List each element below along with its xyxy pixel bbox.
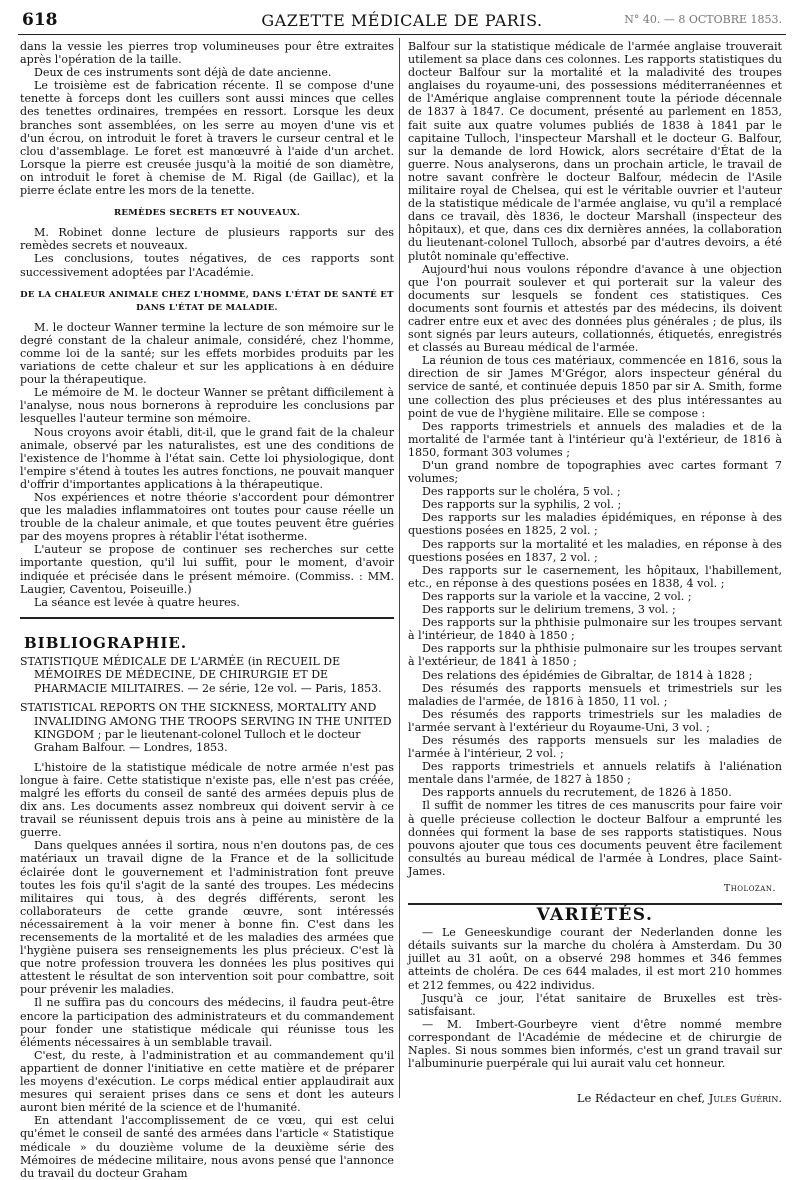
editor-label: Le Rédacteur en chef,	[576, 1091, 706, 1106]
issue-note: N° 40. — 8 OCTOBRE 1853.	[624, 13, 782, 26]
list-item: Des résumés des rapports trimestriels sur les maladies de l'armée servant à l'extérieur du Royaume-Uni, 3 vol. ;	[408, 707, 782, 734]
paragraph: Aujourd'hui nous voulons répondre d'avance à une objection que l'on pourrait soulever et qui porterait sur la valeur des documents sur lesquels se fondent ces statistiques. Ces documents sont fournis et attestés par des médecins, ils doivent cadrer entre eux et avec des données plus générales ; de plus, ils sont signés par leurs auteurs, collationnés, étiquetés, enregistrés et classés au Bureau médical de l'armée.	[408, 262, 782, 355]
paragraph: — Le Geneeskundige courant der Nederlanden donne les détails suivants sur la marche du choléra à Amsterdam. Du 30 juillet au 31 août, on a observé 298 hommes et 346 femmes atteints de choléra. De ces 644 malades, il est mort 210 hommes et 212 femmes, ou 422 individus.	[408, 926, 782, 992]
paragraph: L'histoire de la statistique médicale de notre armée n'est pas longue à faire. Cette statistique n'existe pas, elle n'est pas créée, malgré les efforts du conseil de santé des armées depuis plus de dix ans. Les documents assez nombreux qui doivent servir à ce travail se réunissent depuis trois ans à peine au ministère de la guerre.	[20, 760, 394, 840]
paragraph: — M. Imbert-Gourbeyre vient d'être nommé membre correspondant de l'Académie de médecine et de chirurgie de Naples. Si nous sommes bien informés, c'est un grand travail sur l'albuminurie puerpérale qui lui aurait valu cet honneur.	[408, 1017, 782, 1071]
paragraph: Le troisième est de fabrication récente. Il se compose d'une tenette à forceps dont les cuillers sont aussi minces que celles des tenettes ordinaires, trempées en ressort. Lorsque les deux branches sont assemblées, on les serre au moyen d'une vis et d'un écrou, on introduit le foret à travers le curseur central et le clou d'assemblage. Le foret est manœuvré à l'aide d'un archet. Lorsque la pierre est creusée jusqu'à la moitié de son diamètre, on introduit le foret à chemise de M. Rigal (de Gaillac), et la pierre éclate entre les mors de la tenette.	[20, 79, 394, 198]
list-item: D'un grand nombre de topographies avec cartes formant 7 volumes;	[408, 459, 782, 486]
varietes-heading: VARIÉTÉS.	[536, 905, 654, 926]
bibliography-heading: BIBLIOGRAPHIE.	[24, 633, 188, 652]
paragraph: Les conclusions, toutes négatives, de ces rapports sont successivement adoptées par l'Académie.	[20, 252, 394, 279]
list-item: Des rapports sur le choléra, 5 vol. ;	[422, 485, 621, 499]
list-item: Des relations des épidémies de Gibraltar, de 1814 à 1828 ;	[422, 668, 753, 682]
left-column	[20, 40, 394, 1180]
paragraph: La séance est levée à quatre heures.	[34, 595, 240, 609]
list-item: Des rapports sur le delirium tremens, 3 vol. ;	[422, 603, 676, 617]
paragraph: Le mémoire de M. le docteur Wanner se prêtant difficilement à l'analyse, nous nous bornerons à reproduire les conclusions par lesquelles l'auteur termine son mémoire.	[20, 386, 394, 426]
bibliography-entry: STATISTIQUE MÉDICALE DE L'ARMÉE (in RECUEIL DE MÉMOIRES DE MÉDECINE, DE CHIRURGIE ET DE PHARMACIE MILITAIRES. — 2e série, 12e vol. — Paris, 1853.	[20, 654, 382, 695]
paragraph: Jusqu'à ce jour, l'état sanitaire de Bruxelles est très-satisfaisant.	[408, 991, 782, 1018]
paragraph: Il suffit de nommer les titres de ces manuscrits pour faire voir à quelle précieuse collection le docteur Balfour a emprunté les données qui forment la base de ses rapports statistiques. Nous pouvons ajouter que tous ces documents peuvent être facilement consultés au bureau médical de l'armée à Londres, place Saint-James.	[408, 799, 782, 878]
paragraph: La réunion de tous ces matériaux, commencée en 1816, sous la direction de sir James M'Grégor, alors inspecteur général du service de santé, et continuée depuis 1850 par sir A. Smith, forme une collection des plus précieuses et des plus intéressantes au point de vue de l'hygiène militaire. Elle se compose :	[408, 354, 782, 420]
page-number: 618	[22, 10, 58, 30]
list-item: Des rapports sur la phthisie pulmonaire sur les troupes servant à l'intérieur, de 1840 à 1850 ;	[408, 616, 782, 643]
paragraph: Balfour sur la statistique médicale de l'armée anglaise trouverait utilement sa place dans ces colonnes. Les rapports statistiques du docteur Balfour sur la mortalité et la maladivité des troupes anglaises du royaume-uni, des possessions méditerranéennes et de l'Amérique anglaise comprennent toute la période décennale de 1837 à 1847. Ce document, présenté au parlement en 1853, fait suite aux quatre volumes publiés de 1838 à 1841 par le capitaine Tulloch, l'inspecteur Marshall et le docteur G. Balfour, sur la demande de lord Howick, alors secrétaire d'État de la guerre. Nous analyserons, dans un prochain article, le travail de notre savant confrère le docteur Balfour, médecin de l'Asile militaire royal de Chelsea, qui est le véritable ouvrier et l'auteur de la statistique médicale de l'armée anglaise, vu qu'il a remplacé dans ce travail, dès 1836, le docteur Marshall (inspecteur des hôpitaux), et que, dans ces dix dernières années, la collaboration du lieutenant-colonel Tulloch, absorbé par d'autres devoirs, a été plutôt nominale qu'effective.	[408, 40, 782, 263]
list-item: Des rapports sur la syphilis, 2 vol. ;	[422, 498, 622, 512]
list-item: Des rapports sur la phthisie pulmonaire sur les troupes servant à l'extérieur, de 1841 à 1850 ;	[408, 642, 782, 669]
author-signature: Tholozan.	[723, 883, 776, 894]
bibliography-entry: STATISTICAL REPORTS ON THE SICKNESS, MORTALITY AND INVALIDING AMONG THE TROOPS SERVING IN THE UNITED KINGDOM ; par le lieutenant-colonel Tulloch et le docteur Graham Balfour. — Londres, 1853.	[20, 701, 392, 755]
list-item: Des rapports sur les maladies épidémiques, en réponse à des questions posées en 1825, 2 vol. ;	[408, 511, 782, 538]
paragraph: C'est, du reste, à l'administration et au commandement qu'il appartient de donner l'initiative en cette matière et de préparer les moyens d'exécution. Le corps médical entier applaudirait aux mesures qui seraient prises dans ce sens et dont les auteurs auront bien mérité de la science et de l'humanité.	[20, 1048, 394, 1115]
list-item: Des rapports trimestriels et annuels relatifs à l'aliénation mentale dans l'armée, de 1827 à 1850 ;	[408, 760, 782, 787]
list-item: Des résumés des rapports mensuels sur les maladies de l'armée à l'intérieur, 2 vol. ;	[408, 733, 782, 761]
list-item: Des rapports sur le casernement, les hôpitaux, l'habillement, etc., en réponse à des questions posées en 1838, 4 vol. ;	[408, 563, 782, 590]
right-column	[408, 40, 782, 1106]
paragraph: Il ne suffira pas du concours des médecins, il faudra peut-être encore la participation des administrateurs et du commandement pour fonder une statistique médicale qui réunisse tous les éléments nécessaires à un semblable travail.	[20, 996, 394, 1049]
journal-title: GAZETTE MÉDICALE DE PARIS.	[261, 11, 543, 30]
paragraph: En attendant l'accomplissement de ce vœu, qui est celui qu'émet le conseil de santé des armées dans l'article « Statistique médicale » du douzième volume de la deuxième série des Mémoires de médecine militaire, nous avons pensé que l'annonce du travail du docteur Graham	[20, 1114, 394, 1180]
editor-name: Jules Guérin.	[708, 1091, 782, 1106]
paragraph: Deux de ces instruments sont déjà de date ancienne.	[34, 66, 332, 80]
section-heading: REMÈDES SECRETS ET NOUVEAUX.	[113, 208, 301, 219]
paragraph: M. le docteur Wanner termine la lecture de son mémoire sur le degré constant de la chaleur animale, considéré, chez l'homme, comme loi de la santé; sur les effets morbides produits par les variations de cette chaleur et sur les applications à en déduire pour la thérapeutique.	[20, 320, 394, 387]
paragraph: M. Robinet donne lecture de plusieurs rapports sur des remèdes secrets et nouveaux.	[20, 226, 394, 253]
paragraph: L'auteur se propose de continuer ses recherches sur cette importante question, qu'il lui suffit, pour le moment, d'avoir indiquée et précisée dans le présent mémoire. (Commiss. : MM. Laugier, Caventou, Poiseuille.)	[20, 543, 394, 596]
list-item: Des rapports annuels du recrutement, de 1826 à 1850.	[422, 786, 732, 800]
section-rule	[20, 617, 394, 619]
list-item: Des rapports trimestriels et annuels des maladies et de la mortalité de l'armée tant à l'intérieur qu'à l'extérieur, de 1816 à 1850, formant 303 volumes ;	[408, 419, 782, 459]
column-divider	[399, 38, 400, 1098]
list-item: Des rapports sur la mortalité et les maladies, en réponse à des questions posées en 1837, 2 vol. ;	[408, 537, 782, 564]
paragraph: Dans quelques années il sortira, nous n'en doutons pas, de ces matériaux un travail digne de la France et de la sollicitude éclairée dont le gouvernement et l'administration font preuve toutes les fois qu'il s'agit de la santé des troupes. Les médecins militaires qui tous, à des degrés différents, seront les collaborateurs de cette grande œuvre, sont intéressés nécessairement à la voir mener à bonne fin. C'est dans les recensements de la mortalité et de les maladies des armées que l'hygiène puisera ses renseignements les plus précieux. C'est là que notre profession trouvera les données les plus positives qui attestent le résultat de son intervention soit pour combattre, soit pour prévenir les maladies.	[20, 839, 394, 997]
editor-footer	[408, 1092, 782, 1105]
paragraph: Nos expériences et notre théorie s'accordent pour démontrer que les maladies inflammatoires ont toutes pour cause réelle un trouble de la chaleur animale, et que toutes peuvent être guéries par des moyens propres à rétablir l'état isotherme.	[20, 491, 394, 544]
list-item: Des rapports sur la variole et la vaccine, 2 vol. ;	[422, 589, 692, 603]
list-item: Des résumés des rapports mensuels et trimestriels sur les maladies de l'armée, de 1816 à 1850, 11 vol. ;	[408, 681, 782, 708]
paragraph: dans la vessie les pierres trop volumineuses pour être extraites après l'opération de la taille.	[20, 40, 394, 67]
header-rule	[18, 34, 786, 35]
document-list	[408, 420, 782, 800]
page-header	[22, 6, 782, 36]
section-heading: DE LA CHALEUR ANIMALE CHEZ L'HOMME, DANS L'ÉTAT DE SANTÉ ET DANS L'ÉTAT DE MALADIE.	[20, 289, 394, 313]
paragraph: Nous croyons avoir établi, dit-il, que le grand fait de la chaleur animale, observé par les naturalistes, est une des conditions de l'existence de l'homme à l'état sain. Cette loi physiologique, dont l'empire s'étend à toutes les autres fonctions, ne pouvait manquer d'offrir d'importantes applications à la thérapeutique.	[20, 425, 394, 491]
